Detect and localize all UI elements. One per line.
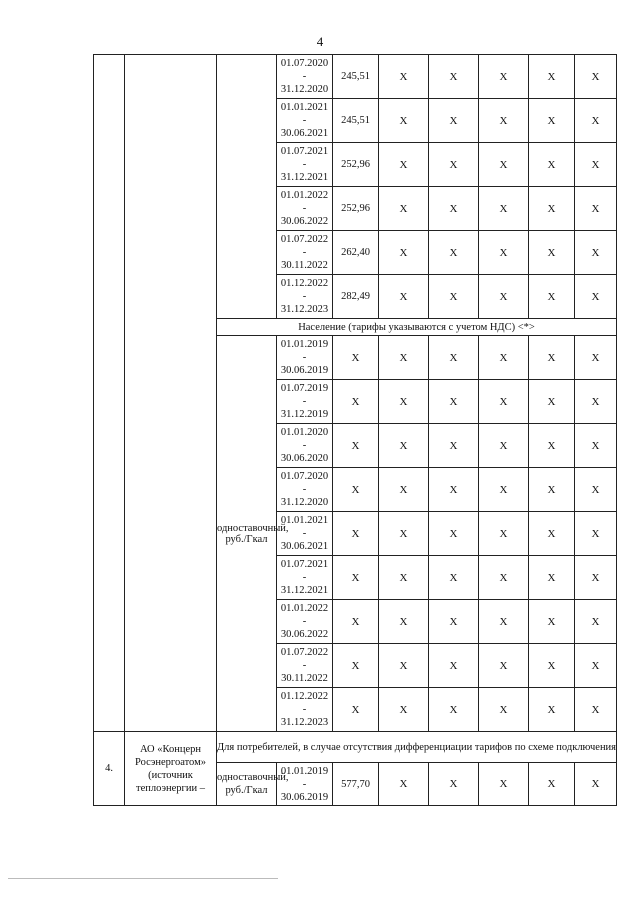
x-mark: X <box>429 688 479 732</box>
x-mark: X <box>429 336 479 380</box>
x-mark: X <box>429 380 479 424</box>
tariff-table <box>93 54 617 806</box>
x-mark: X <box>479 512 529 556</box>
tariff-value: 245,51 <box>333 55 379 99</box>
x-mark: X <box>379 600 429 644</box>
x-mark: X <box>429 424 479 468</box>
x-mark: X <box>379 512 429 556</box>
x-mark: X <box>479 99 529 143</box>
x-mark: X <box>333 556 379 600</box>
section4-unit: одноставочный, руб./Гкал <box>217 763 277 806</box>
period-dash: - <box>302 396 307 407</box>
x-mark: X <box>479 424 529 468</box>
period-cell <box>277 99 333 143</box>
x-mark: X <box>575 468 617 512</box>
x-mark: X <box>529 275 575 319</box>
x-mark: X <box>379 644 429 688</box>
x-mark: X <box>575 336 617 380</box>
tariff-value: 577,70 <box>333 763 379 806</box>
x-mark: X <box>429 468 479 512</box>
x-mark: X <box>575 424 617 468</box>
x-mark: X <box>575 55 617 99</box>
x-mark: X <box>333 644 379 688</box>
period-to: 30.06.2019 <box>280 365 329 376</box>
x-mark: X <box>379 231 429 275</box>
organization-name: АО «Концерн Росэнергоатом» (источник теплоэнергии – <box>125 732 217 806</box>
footer-rule <box>8 878 278 879</box>
page-number: 4 <box>316 34 324 49</box>
x-mark: X <box>575 380 617 424</box>
period-dash: - <box>302 159 307 170</box>
period-cell <box>277 468 333 512</box>
x-mark: X <box>529 187 575 231</box>
period-to: 30.11.2022 <box>281 673 328 684</box>
period-from: 01.07.2022 <box>280 647 329 658</box>
x-mark: X <box>479 556 529 600</box>
x-mark: X <box>479 688 529 732</box>
x-mark: X <box>379 688 429 732</box>
x-mark: X <box>575 187 617 231</box>
period-from: 01.07.2021 <box>280 146 329 157</box>
period-to: 31.12.2021 <box>280 172 329 183</box>
x-mark: X <box>529 336 575 380</box>
x-mark: X <box>575 688 617 732</box>
x-mark: X <box>333 512 379 556</box>
x-mark: X <box>429 231 479 275</box>
x-mark: X <box>379 336 429 380</box>
x-mark: X <box>479 336 529 380</box>
period-cell <box>277 187 333 231</box>
x-mark: X <box>379 556 429 600</box>
period-to: 30.06.2021 <box>280 541 329 552</box>
tariff-value: 282,49 <box>333 275 379 319</box>
period-from: 01.01.2021 <box>280 515 329 526</box>
x-mark: X <box>429 55 479 99</box>
period-cell <box>277 556 333 600</box>
period-dash: - <box>302 71 307 82</box>
section4-title: Для потребителей, в случае отсутствия дифференциации тарифов по схеме подключения <box>217 732 617 763</box>
unit-cell <box>217 55 277 319</box>
x-mark: X <box>479 600 529 644</box>
period-from: 01.07.2020 <box>280 58 329 69</box>
x-mark: X <box>379 143 429 187</box>
table-row <box>94 732 617 763</box>
table-row <box>94 55 617 99</box>
period-cell <box>277 644 333 688</box>
period-dash: - <box>302 352 307 363</box>
period-from: 01.07.2022 <box>280 234 329 245</box>
x-mark: X <box>529 231 575 275</box>
period-from: 01.01.2022 <box>280 190 329 201</box>
period-to: 30.06.2021 <box>280 128 329 139</box>
x-mark: X <box>479 143 529 187</box>
x-mark: X <box>379 380 429 424</box>
x-mark: X <box>575 763 617 806</box>
x-mark: X <box>575 600 617 644</box>
period-to: 31.12.2020 <box>280 497 329 508</box>
tariff-value: 252,96 <box>333 187 379 231</box>
x-mark: X <box>429 512 479 556</box>
x-mark: X <box>575 556 617 600</box>
x-mark: X <box>479 275 529 319</box>
x-mark: X <box>333 336 379 380</box>
x-mark: X <box>333 424 379 468</box>
period-from: 01.12.2022 <box>280 691 329 702</box>
period-to: 30.11.2022 <box>281 260 328 271</box>
period-cell <box>277 600 333 644</box>
x-mark: X <box>529 468 575 512</box>
period-from: 01.01.2021 <box>280 102 329 113</box>
period-cell <box>277 512 333 556</box>
x-mark: X <box>429 644 479 688</box>
x-mark: X <box>479 644 529 688</box>
x-mark: X <box>333 600 379 644</box>
x-mark: X <box>429 143 479 187</box>
x-mark: X <box>429 275 479 319</box>
x-mark: X <box>479 231 529 275</box>
period-to: 30.06.2019 <box>280 791 329 803</box>
period-from: 01.01.2019 <box>280 765 329 777</box>
period-cell <box>277 336 333 380</box>
x-mark: X <box>529 556 575 600</box>
period-dash: - <box>302 203 307 214</box>
period-dash: - <box>302 247 307 258</box>
period-dash: - <box>302 115 307 126</box>
period-to: 30.06.2020 <box>280 453 329 464</box>
period-dash: - <box>302 572 307 583</box>
period-dash: - <box>302 704 307 715</box>
period-from: 01.12.2022 <box>280 278 329 289</box>
period-dash: - <box>302 778 307 790</box>
x-mark: X <box>379 187 429 231</box>
x-mark: X <box>429 556 479 600</box>
x-mark: X <box>575 644 617 688</box>
x-mark: X <box>575 512 617 556</box>
tariff-value: 245,51 <box>333 99 379 143</box>
x-mark: X <box>429 600 479 644</box>
x-mark: X <box>575 275 617 319</box>
x-mark: X <box>379 275 429 319</box>
x-mark: X <box>429 99 479 143</box>
period-cell <box>277 763 333 806</box>
period-cell <box>277 231 333 275</box>
period-dash: - <box>302 440 307 451</box>
tariff-value: 252,96 <box>333 143 379 187</box>
x-mark: X <box>529 424 575 468</box>
x-mark: X <box>479 468 529 512</box>
period-cell <box>277 424 333 468</box>
x-mark: X <box>529 644 575 688</box>
period-to: 30.06.2022 <box>280 629 329 640</box>
x-mark: X <box>479 187 529 231</box>
x-mark: X <box>575 99 617 143</box>
x-mark: X <box>479 380 529 424</box>
population-unit: одноставочный, руб./Гкал <box>217 336 277 732</box>
period-from: 01.07.2019 <box>280 383 329 394</box>
x-mark: X <box>529 55 575 99</box>
x-mark: X <box>529 380 575 424</box>
x-mark: X <box>479 763 529 806</box>
period-to: 31.12.2023 <box>280 304 329 315</box>
period-from: 01.07.2020 <box>280 471 329 482</box>
x-mark: X <box>379 55 429 99</box>
x-mark: X <box>529 688 575 732</box>
x-mark: X <box>575 231 617 275</box>
tariff-table-body <box>94 55 617 806</box>
period-to: 31.12.2020 <box>280 84 329 95</box>
population-title: Население (тарифы указываются с учетом НДС) <*> <box>217 319 617 336</box>
x-mark: X <box>333 688 379 732</box>
period-dash: - <box>302 484 307 495</box>
period-to: 31.12.2021 <box>280 585 329 596</box>
period-dash: - <box>302 291 307 302</box>
x-mark: X <box>333 468 379 512</box>
organization-cell <box>125 55 217 732</box>
x-mark: X <box>529 512 575 556</box>
x-mark: X <box>379 424 429 468</box>
period-from: 01.01.2022 <box>280 603 329 614</box>
x-mark: X <box>379 99 429 143</box>
period-from: 01.01.2019 <box>280 339 329 350</box>
x-mark: X <box>379 763 429 806</box>
period-cell <box>277 143 333 187</box>
period-from: 01.07.2021 <box>280 559 329 570</box>
period-cell <box>277 688 333 732</box>
period-from: 01.01.2020 <box>280 427 329 438</box>
x-mark: X <box>575 143 617 187</box>
period-cell <box>277 55 333 99</box>
x-mark: X <box>529 143 575 187</box>
period-dash: - <box>302 528 307 539</box>
x-mark: X <box>529 763 575 806</box>
number-cell <box>94 55 125 732</box>
x-mark: X <box>479 55 529 99</box>
period-cell <box>277 275 333 319</box>
x-mark: X <box>429 187 479 231</box>
period-dash: - <box>302 616 307 627</box>
x-mark: X <box>529 600 575 644</box>
period-to: 30.06.2022 <box>280 216 329 227</box>
section-number: 4. <box>94 732 125 806</box>
x-mark: X <box>429 763 479 806</box>
period-to: 31.12.2019 <box>280 409 329 420</box>
period-to: 31.12.2023 <box>280 717 329 728</box>
x-mark: X <box>333 380 379 424</box>
period-cell <box>277 380 333 424</box>
period-dash: - <box>302 660 307 671</box>
tariff-value: 262,40 <box>333 231 379 275</box>
x-mark: X <box>529 99 575 143</box>
x-mark: X <box>379 468 429 512</box>
